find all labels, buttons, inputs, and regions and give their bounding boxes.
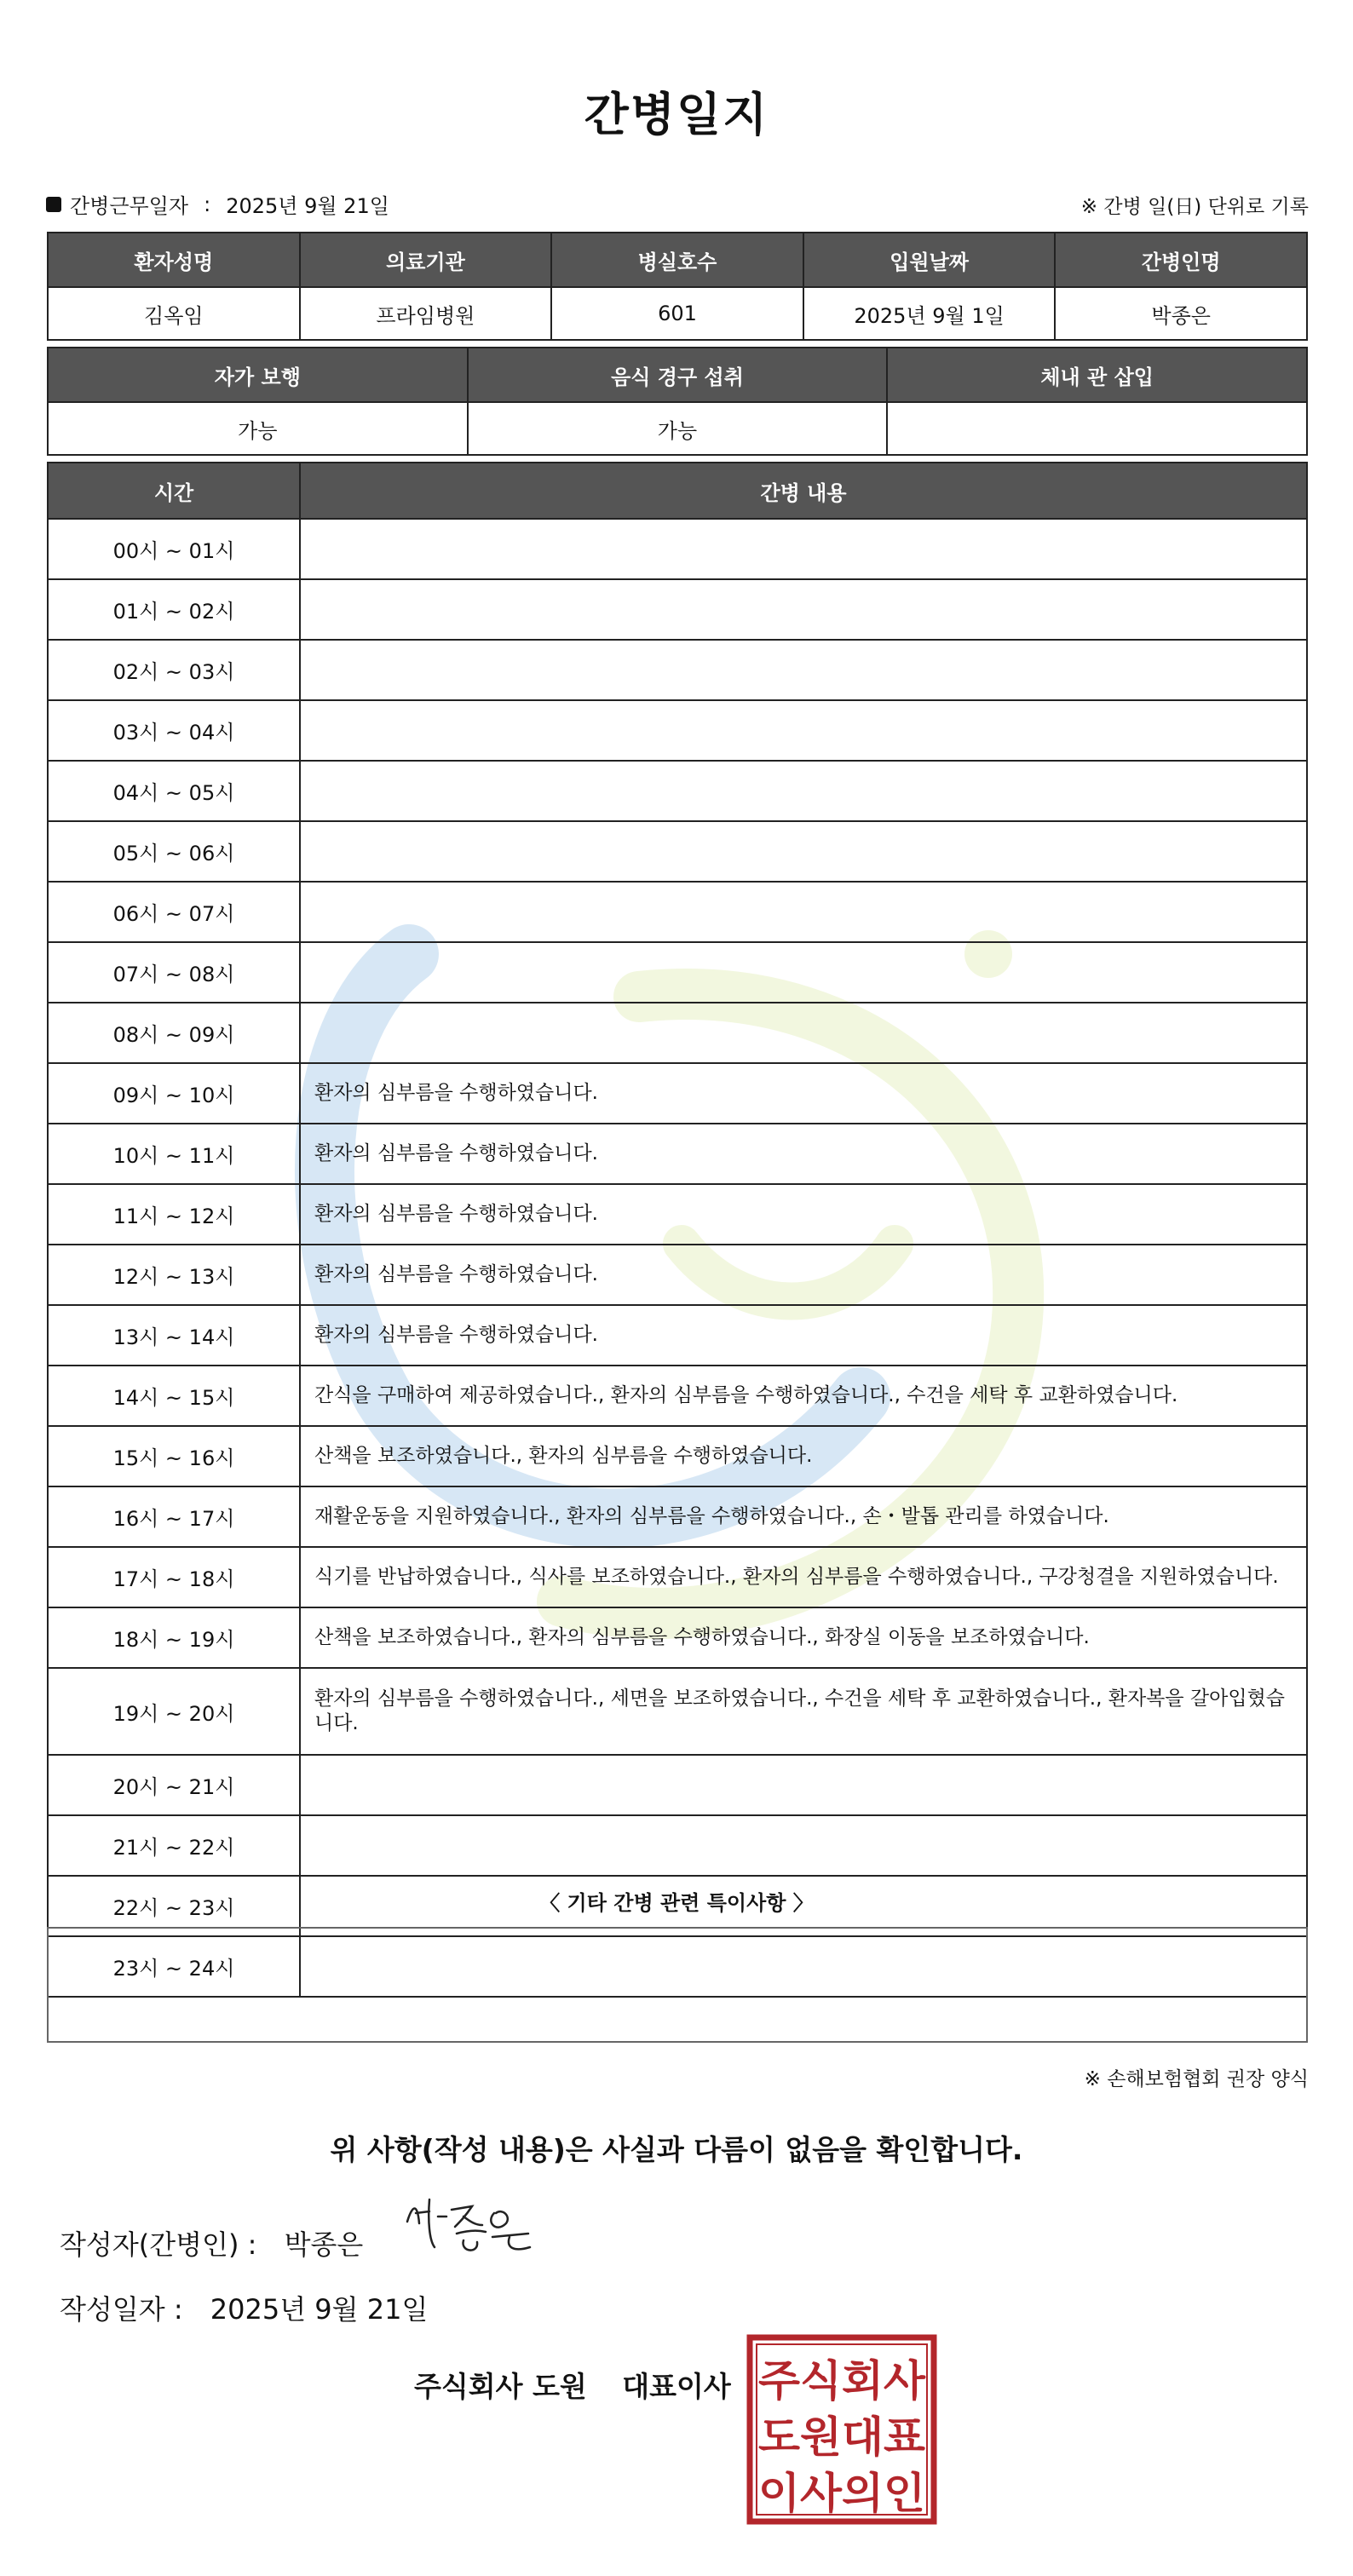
- care-content: [300, 761, 1307, 821]
- header-patient-name: 환자성명: [48, 233, 300, 287]
- care-content: [300, 1003, 1307, 1063]
- header-time: 시간: [48, 463, 300, 519]
- care-content: 환자의 심부름을 수행하였습니다.: [300, 1063, 1307, 1124]
- care-content: 환자의 심부름을 수행하였습니다.: [300, 1245, 1307, 1305]
- time-slot: 02시 ~ 03시: [48, 640, 300, 700]
- time-slot: 04시 ~ 05시: [48, 761, 300, 821]
- header-admission-date: 입원날짜: [803, 233, 1056, 287]
- admission-date: 2025년 9월 1일: [803, 287, 1056, 340]
- company-seal-stamp: [746, 2334, 937, 2525]
- self-walking-value: 가능: [48, 402, 468, 455]
- care-content: [300, 1755, 1307, 1815]
- confirmation-statement: 위 사항(작성 내용)은 사실과 다름이 없음을 확인합니다.: [330, 2133, 1023, 2166]
- table-row: [48, 942, 1307, 1003]
- work-date-separator: :: [204, 192, 211, 216]
- header-self-walking: 자가 보행: [48, 348, 468, 402]
- table-row: [48, 1305, 1307, 1366]
- writer-line: [60, 2223, 363, 2263]
- written-date-value: 2025년 9월 21일: [210, 2293, 429, 2326]
- care-content: [300, 942, 1307, 1003]
- header-oral-intake: 음식 경구 섭취: [468, 348, 888, 402]
- work-date-value: 2025년 9월 21일: [226, 194, 389, 218]
- time-slot: 08시 ~ 09시: [48, 1003, 300, 1063]
- table-row: [48, 1426, 1307, 1486]
- table-row: [48, 1607, 1307, 1668]
- room-number: 601: [551, 287, 803, 340]
- care-content: 산책을 보조하였습니다., 환자의 심부름을 수행하였습니다., 화장실 이동을 보조하였습니다.: [300, 1607, 1307, 1668]
- form-source-note: ※ 손해보험협회 권장 양식: [1084, 2068, 1309, 2090]
- record-unit-note: ※ 간병 일(日) 단위로 기록: [1080, 196, 1309, 218]
- hospital-name: 프라임병원: [300, 287, 552, 340]
- care-content: 산책을 보조하였습니다., 환자의 심부름을 수행하였습니다.: [300, 1426, 1307, 1486]
- table-row: [48, 1815, 1307, 1876]
- patient-name: 김옥임: [48, 287, 300, 340]
- table-row: [48, 761, 1307, 821]
- care-content: 간식을 구매하여 제공하였습니다., 환자의 심부름을 수행하였습니다., 수건을 세탁 후 교환하였습니다.: [300, 1366, 1307, 1426]
- table-row: [48, 1003, 1307, 1063]
- time-slot: 23시 ~ 24시: [48, 1936, 300, 1997]
- work-date-line: [46, 189, 389, 219]
- table-row: [48, 1245, 1307, 1305]
- time-slot: 07시 ~ 08시: [48, 942, 300, 1003]
- written-date-line: [60, 2288, 428, 2327]
- care-content: 환자의 심부름을 수행하였습니다.: [300, 1124, 1307, 1184]
- patient-info-table: [47, 232, 1308, 341]
- time-slot: 14시 ~ 15시: [48, 1366, 300, 1426]
- table-row: [48, 640, 1307, 700]
- care-content: [300, 821, 1307, 882]
- care-content: [300, 882, 1307, 942]
- tube-insertion-value: [887, 402, 1307, 455]
- writer-name: 박종은: [284, 2228, 364, 2261]
- time-slot: 20시 ~ 21시: [48, 1755, 300, 1815]
- oral-intake-value: 가능: [468, 402, 888, 455]
- table-row: [48, 1486, 1307, 1547]
- time-slot: 18시 ~ 19시: [48, 1607, 300, 1668]
- time-slot: 12시 ~ 13시: [48, 1245, 300, 1305]
- handwritten-signature: [400, 2188, 554, 2264]
- care-content: [300, 1815, 1307, 1876]
- care-content: 재활운동을 지원하였습니다., 환자의 심부름을 수행하였습니다., 손・발톱 관리를 하였습니다.: [300, 1486, 1307, 1547]
- care-log-table: [47, 462, 1308, 1998]
- table-row: [48, 1547, 1307, 1607]
- time-slot: 19시 ~ 20시: [48, 1668, 300, 1755]
- care-content: [300, 700, 1307, 761]
- table-row: [48, 1366, 1307, 1426]
- header-room-number: 병실호수: [551, 233, 803, 287]
- time-slot: 01시 ~ 02시: [48, 579, 300, 640]
- time-slot: 13시 ~ 14시: [48, 1305, 300, 1366]
- square-bullet-icon: [46, 197, 61, 212]
- care-content: 환자의 심부름을 수행하였습니다.: [300, 1184, 1307, 1245]
- table-row: [48, 1755, 1307, 1815]
- time-slot: 06시 ~ 07시: [48, 882, 300, 942]
- table-row: [48, 1184, 1307, 1245]
- header-caregiver-name: 간병인명: [1055, 233, 1307, 287]
- table-row: [48, 882, 1307, 942]
- work-date-label: 간병근무일자: [70, 194, 189, 218]
- table-row: [48, 700, 1307, 761]
- care-content: [300, 579, 1307, 640]
- time-slot: 21시 ~ 22시: [48, 1815, 300, 1876]
- table-row: [48, 1668, 1307, 1755]
- care-content: 환자의 심부름을 수행하였습니다., 세면을 보조하였습니다., 수건을 세탁 후 교환하였습니다., 환자복을 갈아입혔습니다.: [300, 1668, 1307, 1755]
- special-notes-box: [47, 1927, 1308, 2043]
- time-slot: 00시 ~ 01시: [48, 519, 300, 579]
- table-row: [48, 821, 1307, 882]
- time-slot: 22시 ~ 23시: [48, 1876, 300, 1936]
- document-title: 간병일지: [584, 88, 769, 141]
- time-slot: 15시 ~ 16시: [48, 1426, 300, 1486]
- header-hospital: 의료기관: [300, 233, 552, 287]
- seal-line-1: 주식회사: [758, 2356, 926, 2406]
- care-content: [300, 640, 1307, 700]
- care-content: [300, 519, 1307, 579]
- seal-line-3: 이사의인: [758, 2469, 925, 2518]
- table-row: [48, 579, 1307, 640]
- time-slot: 16시 ~ 17시: [48, 1486, 300, 1547]
- table-row: [48, 519, 1307, 579]
- time-slot: 11시 ~ 12시: [48, 1184, 300, 1245]
- seal-line-2: 도원대표: [758, 2412, 926, 2462]
- company-line: [414, 2365, 731, 2405]
- written-date-label: 작성일자 :: [60, 2293, 183, 2326]
- care-content: 환자의 심부름을 수행하였습니다.: [300, 1305, 1307, 1366]
- table-row: [48, 1063, 1307, 1124]
- table-row: [48, 1124, 1307, 1184]
- patient-status-table: [47, 347, 1308, 456]
- caregiver-name: 박종은: [1055, 287, 1307, 340]
- time-slot: 05시 ~ 06시: [48, 821, 300, 882]
- time-slot: 09시 ~ 10시: [48, 1063, 300, 1124]
- special-notes-title: 〈 기타 간병 관련 특이사항 〉: [539, 1891, 814, 1915]
- header-tube-insertion: 체내 관 삽입: [887, 348, 1307, 402]
- time-slot: 10시 ~ 11시: [48, 1124, 300, 1184]
- company-name: 주식회사 도원: [414, 2370, 587, 2403]
- care-content: 식기를 반납하였습니다., 식사를 보조하였습니다., 환자의 심부름을 수행하였습니다., 구강청결을 지원하였습니다.: [300, 1547, 1307, 1607]
- header-care-content: 간병 내용: [300, 463, 1307, 519]
- ceo-title: 대표이사: [622, 2370, 731, 2403]
- time-slot: 17시 ~ 18시: [48, 1547, 300, 1607]
- writer-label: 작성자(간병인) :: [60, 2228, 257, 2261]
- time-slot: 03시 ~ 04시: [48, 700, 300, 761]
